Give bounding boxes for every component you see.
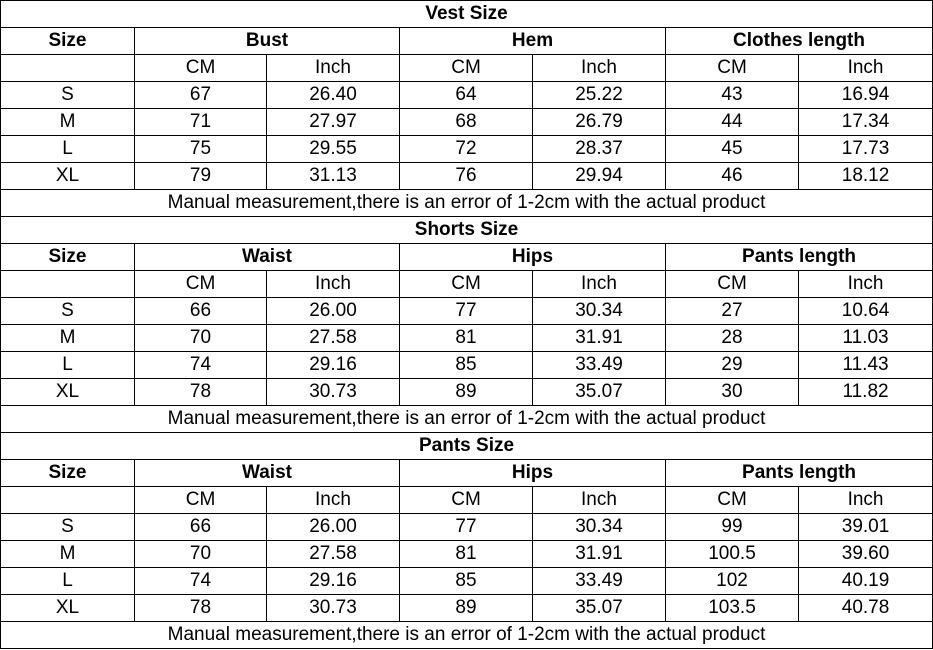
table-row: [1, 541, 933, 568]
value-cell: 44: [666, 109, 799, 136]
value-cell: 27.97: [267, 109, 400, 136]
table-row: [1, 109, 933, 136]
value-cell: 70: [135, 325, 267, 352]
shorts-size-section: [1, 217, 933, 433]
table-row: [1, 379, 933, 406]
value-cell: 39.60: [799, 541, 933, 568]
value-cell: 11.03: [799, 325, 933, 352]
section-title-row: [1, 433, 933, 460]
value-cell: 27.58: [267, 325, 400, 352]
value-cell: 77: [400, 298, 533, 325]
value-cell: 103.5: [666, 595, 799, 622]
value-cell: 76: [400, 163, 533, 190]
table-row: [1, 325, 933, 352]
unit-header-inch: Inch: [267, 55, 400, 82]
bust-header: Bust: [135, 28, 400, 55]
value-cell: 35.07: [533, 379, 666, 406]
column-group-header-row: [1, 28, 933, 55]
size-cell: S: [1, 82, 135, 109]
size-cell: M: [1, 325, 135, 352]
value-cell: 68: [400, 109, 533, 136]
value-cell: 30.73: [267, 379, 400, 406]
waist-header: Waist: [135, 244, 400, 271]
unit-header-cm: CM: [135, 271, 267, 298]
value-cell: 33.49: [533, 352, 666, 379]
value-cell: 29.55: [267, 136, 400, 163]
value-cell: 64: [400, 82, 533, 109]
value-cell: 27.58: [267, 541, 400, 568]
value-cell: 100.5: [666, 541, 799, 568]
value-cell: 40.19: [799, 568, 933, 595]
value-cell: 25.22: [533, 82, 666, 109]
value-cell: 39.01: [799, 514, 933, 541]
value-cell: 40.78: [799, 595, 933, 622]
value-cell: 81: [400, 541, 533, 568]
value-cell: 18.12: [799, 163, 933, 190]
value-cell: 102: [666, 568, 799, 595]
size-cell: L: [1, 136, 135, 163]
column-group-header-row: [1, 460, 933, 487]
value-cell: 29.16: [267, 352, 400, 379]
value-cell: 30.34: [533, 298, 666, 325]
unit-header-inch: Inch: [533, 55, 666, 82]
size-cell: S: [1, 514, 135, 541]
unit-header-blank: [1, 55, 135, 82]
unit-header-inch: Inch: [267, 271, 400, 298]
value-cell: 17.73: [799, 136, 933, 163]
value-cell: 79: [135, 163, 267, 190]
unit-header-row: [1, 55, 933, 82]
value-cell: 28: [666, 325, 799, 352]
value-cell: 29: [666, 352, 799, 379]
hem-header: Hem: [400, 28, 666, 55]
size-column-header: Size: [1, 460, 135, 487]
value-cell: 33.49: [533, 568, 666, 595]
size-cell: XL: [1, 379, 135, 406]
value-cell: 30.73: [267, 595, 400, 622]
unit-header-cm: CM: [400, 55, 533, 82]
hips-header: Hips: [400, 244, 666, 271]
table-row: [1, 82, 933, 109]
value-cell: 11.82: [799, 379, 933, 406]
vest-size-section: [1, 1, 933, 217]
pants-length-header: Pants length: [666, 460, 933, 487]
table-row: [1, 352, 933, 379]
unit-header-inch: Inch: [533, 271, 666, 298]
value-cell: 85: [400, 352, 533, 379]
value-cell: 26.40: [267, 82, 400, 109]
size-cell: M: [1, 109, 135, 136]
value-cell: 30: [666, 379, 799, 406]
value-cell: 71: [135, 109, 267, 136]
note-row: [1, 622, 933, 649]
size-cell: L: [1, 568, 135, 595]
table-row: [1, 514, 933, 541]
unit-header-inch: Inch: [799, 271, 933, 298]
clothes-length-header: Clothes length: [666, 28, 933, 55]
value-cell: 17.34: [799, 109, 933, 136]
waist-header: Waist: [135, 460, 400, 487]
measurement-note: Manual measurement,there is an error of 1-2cm with the actual product: [1, 406, 933, 433]
value-cell: 26.00: [267, 298, 400, 325]
value-cell: 75: [135, 136, 267, 163]
size-column-header: Size: [1, 244, 135, 271]
size-cell: XL: [1, 163, 135, 190]
value-cell: 70: [135, 541, 267, 568]
value-cell: 85: [400, 568, 533, 595]
value-cell: 35.07: [533, 595, 666, 622]
value-cell: 45: [666, 136, 799, 163]
unit-header-row: [1, 487, 933, 514]
value-cell: 26.00: [267, 514, 400, 541]
unit-header-inch: Inch: [799, 487, 933, 514]
value-cell: 99: [666, 514, 799, 541]
value-cell: 74: [135, 352, 267, 379]
value-cell: 28.37: [533, 136, 666, 163]
value-cell: 77: [400, 514, 533, 541]
note-row: [1, 190, 933, 217]
value-cell: 78: [135, 379, 267, 406]
value-cell: 81: [400, 325, 533, 352]
size-cell: L: [1, 352, 135, 379]
size-column-header: Size: [1, 28, 135, 55]
value-cell: 31.91: [533, 325, 666, 352]
pants-length-header: Pants length: [666, 244, 933, 271]
section-title: Pants Size: [1, 433, 933, 460]
value-cell: 11.43: [799, 352, 933, 379]
value-cell: 89: [400, 595, 533, 622]
value-cell: 29.94: [533, 163, 666, 190]
table-row: [1, 163, 933, 190]
section-title-row: [1, 217, 933, 244]
value-cell: 30.34: [533, 514, 666, 541]
unit-header-cm: CM: [666, 55, 799, 82]
table-row: [1, 595, 933, 622]
size-cell: XL: [1, 595, 135, 622]
size-cell: S: [1, 298, 135, 325]
value-cell: 66: [135, 514, 267, 541]
value-cell: 74: [135, 568, 267, 595]
table-row: [1, 298, 933, 325]
value-cell: 31.91: [533, 541, 666, 568]
value-cell: 66: [135, 298, 267, 325]
pants-size-section: [1, 433, 933, 649]
value-cell: 43: [666, 82, 799, 109]
section-title-row: [1, 1, 933, 28]
note-row: [1, 406, 933, 433]
value-cell: 16.94: [799, 82, 933, 109]
section-title: Shorts Size: [1, 217, 933, 244]
table-row: [1, 568, 933, 595]
table-row: [1, 136, 933, 163]
unit-header-row: [1, 271, 933, 298]
unit-header-cm: CM: [400, 487, 533, 514]
unit-header-blank: [1, 487, 135, 514]
measurement-note: Manual measurement,there is an error of 1-2cm with the actual product: [1, 190, 933, 217]
value-cell: 67: [135, 82, 267, 109]
unit-header-cm: CM: [666, 487, 799, 514]
unit-header-cm: CM: [400, 271, 533, 298]
unit-header-cm: CM: [666, 271, 799, 298]
value-cell: 10.64: [799, 298, 933, 325]
value-cell: 78: [135, 595, 267, 622]
value-cell: 72: [400, 136, 533, 163]
unit-header-cm: CM: [135, 55, 267, 82]
measurement-note: Manual measurement,there is an error of 1-2cm with the actual product: [1, 622, 933, 649]
unit-header-inch: Inch: [799, 55, 933, 82]
hips-header: Hips: [400, 460, 666, 487]
value-cell: 26.79: [533, 109, 666, 136]
unit-header-blank: [1, 271, 135, 298]
section-title: Vest Size: [1, 1, 933, 28]
column-group-header-row: [1, 244, 933, 271]
unit-header-inch: Inch: [533, 487, 666, 514]
value-cell: 27: [666, 298, 799, 325]
value-cell: 89: [400, 379, 533, 406]
unit-header-cm: CM: [135, 487, 267, 514]
size-cell: M: [1, 541, 135, 568]
unit-header-inch: Inch: [267, 487, 400, 514]
value-cell: 46: [666, 163, 799, 190]
value-cell: 31.13: [267, 163, 400, 190]
value-cell: 29.16: [267, 568, 400, 595]
